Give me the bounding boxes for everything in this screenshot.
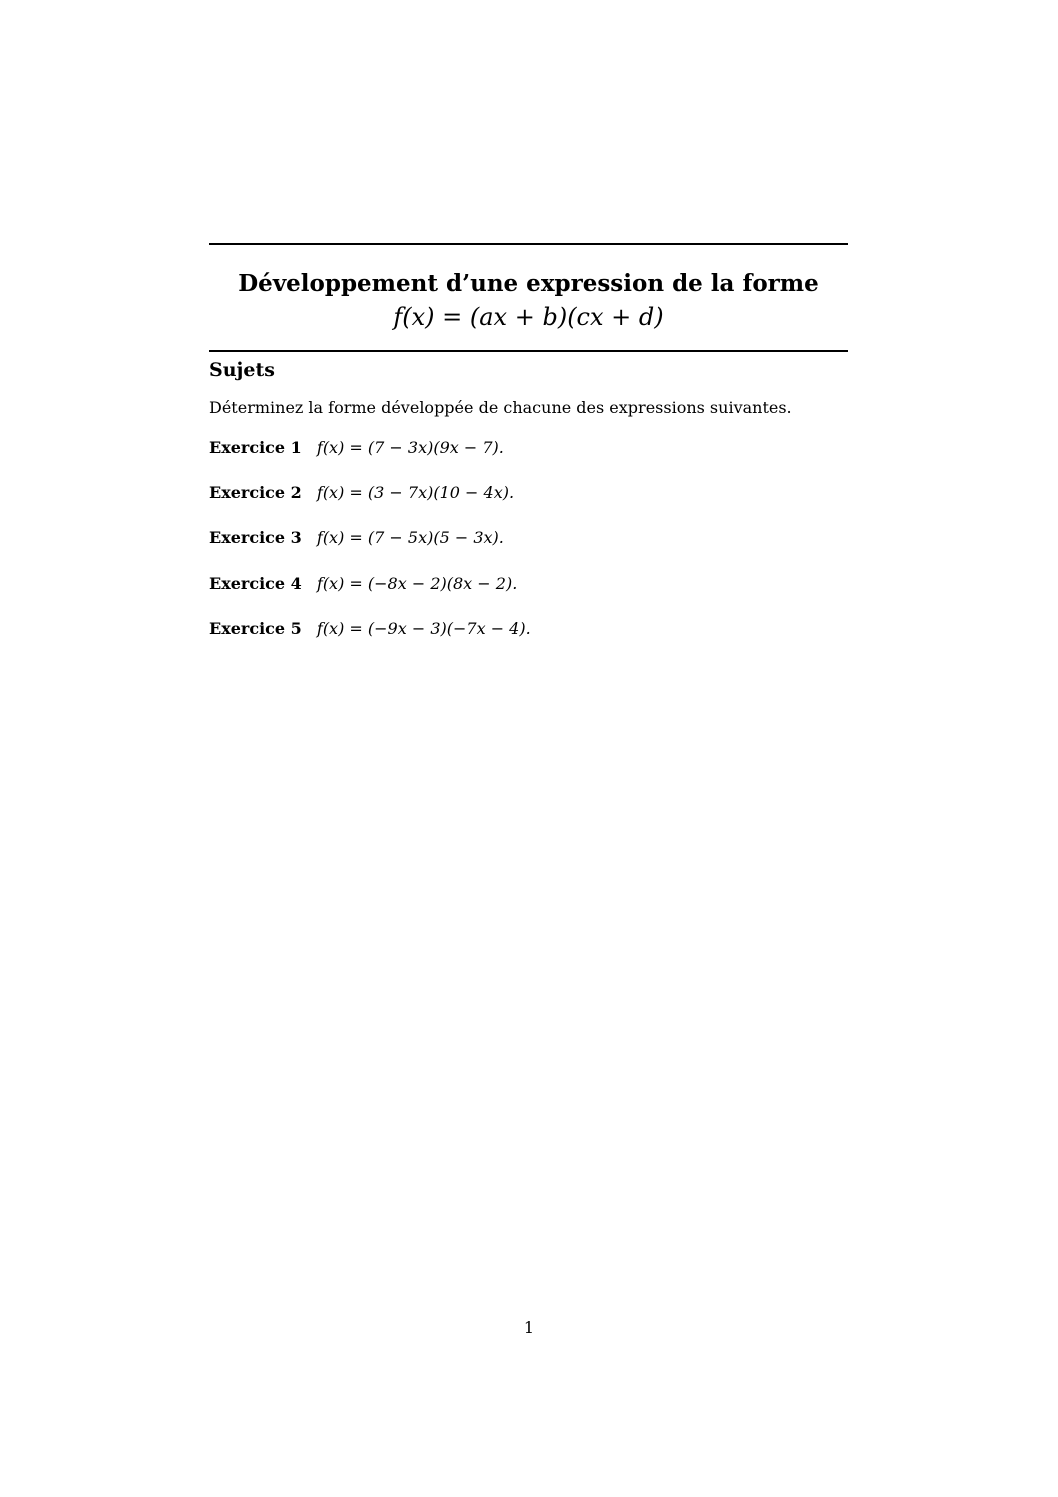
exercise-expression: f(x) = (7 − 5x)(5 − 3x).	[316, 528, 504, 547]
intro-text: Déterminez la forme développée de chacune des expressions suivantes.	[209, 398, 792, 417]
title-formula: f(x) = (ax + b)(cx + d)	[393, 303, 664, 331]
exercise-2	[209, 483, 514, 503]
exercise-expression: f(x) = (−8x − 2)(8x − 2).	[316, 574, 518, 593]
exercise-expression: f(x) = (3 − 7x)(10 − 4x).	[316, 483, 515, 502]
exercise-expression: f(x) = (−9x − 3)(−7x − 4).	[316, 619, 531, 638]
exercise-1	[209, 438, 504, 458]
exercise-label: Exercice 1	[209, 438, 302, 457]
exercise-label: Exercice 2	[209, 483, 302, 502]
top-rule	[209, 243, 848, 245]
page-number: 1	[523, 1318, 535, 1337]
exercise-label: Exercice 3	[209, 528, 302, 547]
exercise-label: Exercice 5	[209, 619, 302, 638]
bottom-rule	[209, 350, 848, 352]
exercise-4	[209, 574, 517, 594]
exercise-5	[209, 619, 531, 639]
exercise-label: Exercice 4	[209, 574, 302, 593]
document-title: Développement d’une expression de la forme	[238, 270, 819, 297]
exercise-expression: f(x) = (7 − 3x)(9x − 7).	[316, 438, 504, 457]
exercise-3	[209, 528, 504, 548]
section-heading: Sujets	[209, 359, 275, 381]
